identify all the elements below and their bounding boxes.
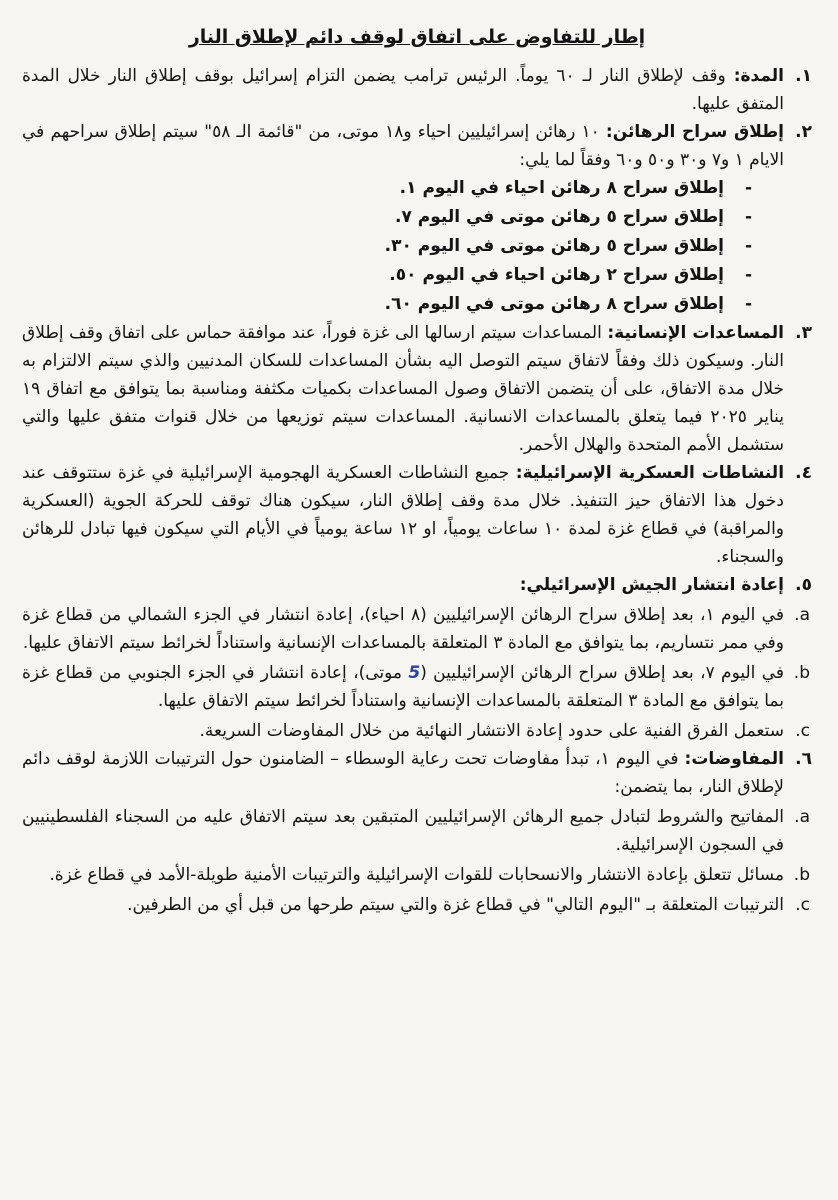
clause-number: ٢. [795,122,812,142]
handwritten-number-mark: 5 [408,663,421,683]
clause-text: المساعدات سيتم ارسالها الى غزة فوراً، عند موافقة حماس على اتفاق وقف إطلاق النار. وسيكون ذلك وفقاً لاتفاق سيتم التوصل اليه بشأن المساعدات للسكان المدنيين والذي سيتم الالتزام به خلال مدة الاتفاق، على أن يتضمن الاتفاق وصول المساعدات بكميات مكثفة ومناسبة بما يتوافق مع اتفاق ١٩ يناير ٢٠٢٥ فيما يتعلق بالمساعدات الانسانية. المساعدات سيتم توزيعها من خلال قنوات متفق عليها والتي ستشمل الأمم المتحدة والهلال الأحمر. [22,323,784,455]
clause-redeployment [22,571,812,599]
sub-clause-text: في اليوم ١، بعد إطلاق سراح الرهائن الإسرائيليين (٨ احياء)، إعادة انتشار في الجزء الشمالي من قطاع غزة وفي ممر نتساريم، بما يتوافق مع المادة ٣ المتعلقة بالمساعدات الإنسانية واستناداً لخرائط سيتم الاتفاق عليها. [22,605,784,653]
clause-number: ٥. [795,575,812,595]
clause-duration [22,62,812,118]
list-item: - إطلاق سراح ٢ رهائن احياء في اليوم ٥٠. [22,261,724,290]
list-item: - إطلاق سراح ٨ رهائن موتى في اليوم ٦٠. [22,290,724,319]
clause-military-activities [22,459,812,571]
clause-heading: المساعدات الإنسانية: [607,323,785,343]
sub-clause-letter: c. [795,721,810,741]
sub-clause-text: المفاتيح والشروط لتبادل جميع الرهائن الإسرائيليين المتبقين بعد سيتم الاتفاق عليه من السجناء الفلسطينيين في السجون الإسرائيلية. [22,807,784,855]
sub-clause-letter: b. [793,865,810,885]
release-schedule-list [22,174,784,319]
sub-clause-text: مسائل تتعلق بإعادة الانتشار والانسحابات للقوات الإسرائيلية والترتيبات الأمنية طويلة-الأمد في قطاع غزة. [49,865,784,885]
sub-clause-letter: b. [793,663,810,683]
sub-clause [22,891,812,919]
sub-clause-letter: a. [794,605,810,625]
clause-text: وقف لإطلاق النار لـ ٦٠ يوماً. الرئيس ترامب يضمن التزام إسرائيل بوقف إطلاق النار خلال المدة المتفق عليها. [22,66,784,114]
clause-text: في اليوم ١، تبدأ مفاوضات تحت رعاية الوسطاء – الضامنون حول الترتيبات اللازمة لوقف دائم لإطلاق النار، بما يتضمن: [22,749,784,797]
document-title: إطار للتفاوض على اتفاق لوقف دائم لإطلاق النار [188,26,646,48]
clause-number: ٤. [795,463,812,483]
sub-clause [22,803,812,859]
clause-heading: المفاوضات: [684,749,785,769]
clause-heading: إطلاق سراح الرهائن: [605,122,784,142]
sub-clause-letter: c. [795,895,810,915]
sub-clause [22,659,812,715]
clause-text: ١٠ رهائن إسرائيليين احياء و١٨ موتى، من "قائمة الـ ٥٨" سيتم إطلاق سراحهم في الايام ١ و٧ و٣٠ و٥٠ و٦٠ وفقاً لما يلي: [22,122,784,170]
clause-text: جميع النشاطات العسكرية الهجومية الإسرائيلية في غزة ستتوقف عند دخول هذا الاتفاق حيز التنفيذ. خلال مدة وقف إطلاق النار، سيكون هناك توقف للحركة الجوية (العسكرية والمراقبة) في قطاع غزة لمدة ١٠ ساعات يومياً، او ١٢ ساعة يومياً في الأيام التي سيكون فيها تبادل للرهائن والسجناء. [22,463,784,567]
list-item: - إطلاق سراح ٨ رهائن احياء في اليوم ١. [22,174,724,203]
clause-humanitarian-aid [22,319,812,459]
sub-clause-text-cont: موتى)، إعادة انتشار في الجزء الجنوبي من قطاع غزة بما يتوافق مع المادة ٣ المتعلقة بالمساعدات الإنسانية واستناداً لخرائط سيتم الاتفاق عليها. [22,663,784,711]
clause-number: ١. [795,66,812,86]
sub-clause-text: الترتيبات المتعلقة بـ "اليوم التالي" في قطاع غزة والتي سيتم طرحها من قبل أي من الطرفين. [127,895,784,915]
sub-clause [22,861,812,889]
sub-clause-letter: a. [794,807,810,827]
clause-number: ٣. [795,323,812,343]
sub-clause-text: ستعمل الفرق الفنية على حدود إعادة الانتشار النهائية من خلال المفاوضات السريعة. [199,721,784,741]
list-item: - إطلاق سراح ٥ رهائن موتى في اليوم ٧. [22,203,724,232]
list-item: - إطلاق سراح ٥ رهائن موتى في اليوم ٣٠. [22,232,724,261]
clause-number: ٦. [795,749,812,769]
sub-clause-text: في اليوم ٧، بعد إطلاق سراح الرهائن الإسرائيليين ( [420,663,785,683]
sub-clause [22,601,812,657]
clause-heading: إعادة انتشار الجيش الإسرائيلي: [519,575,784,595]
clause-heading: النشاطات العسكرية الإسرائيلية: [515,463,785,483]
clause-negotiations [22,745,812,801]
clause-heading: المدة: [733,66,784,86]
clause-hostage-release [22,118,812,319]
sub-clause [22,717,812,745]
